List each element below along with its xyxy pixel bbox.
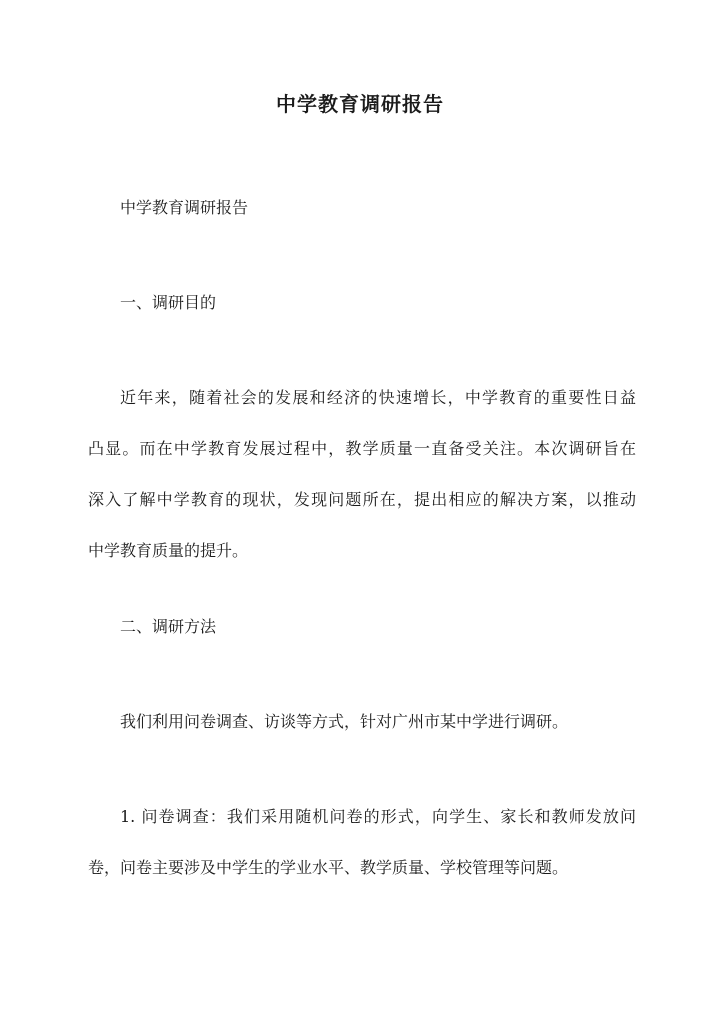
- paragraph-line: 深入了解中学教育的现状，发现问题所在，提出相应的解决方案，以推动: [88, 490, 636, 509]
- document-title: 中学教育调研报告: [276, 92, 444, 116]
- section1-heading: 一、调研目的: [120, 293, 217, 312]
- paragraph-line: 卷，问卷主要涉及中学生的学业水平、教学质量、学校管理等问题。: [88, 858, 569, 877]
- paragraph-line: 1. 问卷调查：我们采用随机问卷的形式，向学生、家长和教师发放问: [120, 807, 636, 826]
- paragraph-line: 凸显。而在中学教育发展过程中，教学质量一直备受关注。本次调研旨在: [88, 439, 636, 458]
- section1-paragraph: [88, 388, 636, 561]
- paragraph-line: 近年来，随着社会的发展和经济的快速增长，中学教育的重要性日益: [120, 388, 636, 407]
- section2-intro: 我们利用问卷调查、访谈等方式，针对广州市某中学进行调研。: [120, 712, 569, 731]
- section2-heading: 二、调研方法: [120, 617, 217, 636]
- document-subtitle: 中学教育调研报告: [120, 198, 249, 217]
- section2-item1: [88, 807, 636, 878]
- paragraph-line: 中学教育质量的提升。: [88, 541, 249, 560]
